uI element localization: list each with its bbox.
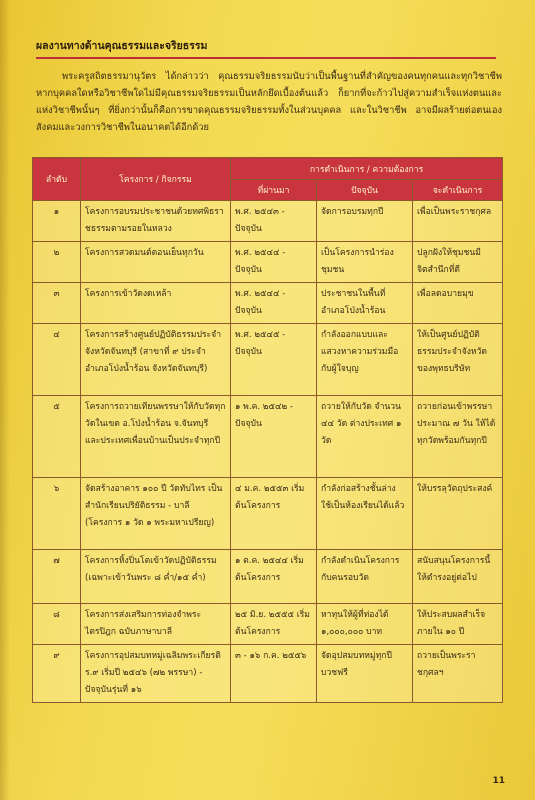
header-past: ที่ผ่านมา (231, 180, 317, 201)
table-row (33, 242, 503, 283)
section-heading: ผลงานทางด้านคุณธรรมและจริยธรรม (36, 37, 496, 59)
cell-present: กำลังก่อสร้างชั้นล่าง ใช้เป็นห้องเรียนได้แล้ว (317, 478, 413, 550)
cell-project: โครงการหิ้งปิ่นโตเข้าวัดปฏิบัติธรรม (เฉพาะเข้าวันพระ ๘ ค่ำ/๑๕ ค่ำ) (81, 550, 231, 604)
cell-project: โครงการอุปสมบทหมู่เฉลิมพระเกียรติ ร.๙ เริ่มปี ๒๕๔๖ (๗๒ พรรษา) - ปัจจุบันรุ่นที่ ๑๖ (81, 645, 231, 703)
header-future: จะดำเนินการ (413, 180, 503, 201)
cell-future: ให้เป็นศูนย์ปฏิบัติธรรมประจำจังหวัดของพุทธบริษัท (413, 324, 503, 396)
cell-future: ถวายก่อนเข้าพรรษาประมาณ ๗ วัน ให้ได้ทุกวัดพร้อมกันทุกปี (413, 396, 503, 478)
table-row (33, 324, 503, 396)
cell-past: ๑ พ.ค. ๒๕๔๒ - ปัจจุบัน (231, 396, 317, 478)
table-row (33, 283, 503, 324)
cell-seq: ๓ (33, 283, 81, 324)
table-row (33, 396, 503, 478)
cell-present: กำลังดำเนินโครงการกับคนรอบวัด (317, 550, 413, 604)
cell-present: ถวายให้กับวัด จำนวน ๔๔ วัด ต่างประเทศ ๑ วัด (317, 396, 413, 478)
cell-seq: ๘ (33, 604, 81, 645)
cell-present: หาทุนให้ผู้ที่ท่องได้ ๑,๐๐๐,๐๐๐ บาท (317, 604, 413, 645)
cell-project: โครงการสวดมนต์ตอนเย็นทุกวัน (81, 242, 231, 283)
cell-present: ประชาชนในพื้นที่อำเภอโป่งน้ำร้อน (317, 283, 413, 324)
cell-past: ๔ ม.ค. ๒๕๕๓ เริ่มต้นโครงการ (231, 478, 317, 550)
table-row (33, 604, 503, 645)
cell-future: ให้บรรลุวัตถุประสงค์ (413, 478, 503, 550)
cell-future: ถวายเป็นพระราชกุศลฯ (413, 645, 503, 703)
cell-seq: ๕ (33, 396, 81, 478)
cell-past: พ.ศ. ๒๕๔๔ - ปัจจุบัน (231, 283, 317, 324)
cell-present: จัดอุปสมบทหมู่ทุกปี บวชฟรี (317, 645, 413, 703)
cell-project: โครงการเข้าวัดงดเหล้า (81, 283, 231, 324)
cell-present: จัดการอบรมทุกปี (317, 201, 413, 242)
cell-project: โครงการถวายเทียนพรรษาให้กับวัดทุกวัดในเขต อ.โป่งน้ำร้อน จ.จันทบุรี และประเทศเพื่อนบ้านเป็นประจำทุกปี (81, 396, 231, 478)
cell-past: พ.ศ. ๒๕๔๔ - ปัจจุบัน (231, 242, 317, 283)
cell-past: ๑ ต.ค. ๒๕๔๔ เริ่มต้นโครงการ (231, 550, 317, 604)
cell-future: เพื่อลดอบายมุข (413, 283, 503, 324)
cell-past: ๓ - ๑๖ ก.ค. ๒๕๕๖ (231, 645, 317, 703)
cell-project: โครงการอบรมประชาชนด้วยทศพิธราชธรรมตามรอยในหลวง (81, 201, 231, 242)
cell-future: เพื่อเป็นพระราชกุศล (413, 201, 503, 242)
page-number: 11 (492, 776, 505, 786)
table-body (33, 201, 503, 703)
cell-seq: ๔ (33, 324, 81, 396)
cell-future: ปลูกฝังให้ชุมชนมีจิตสำนึกที่ดี (413, 242, 503, 283)
table-row (33, 478, 503, 550)
cell-seq: ๗ (33, 550, 81, 604)
cell-seq: ๑ (33, 201, 81, 242)
cell-past: พ.ศ. ๒๕๔๕ - ปัจจุบัน (231, 324, 317, 396)
table-row (33, 550, 503, 604)
intro-paragraph: พระครูสถิตธรรมานุวัตร ได้กล่าวว่า คุณธรรมจริยธรรมนับว่าเป็นพื้นฐานที่สำคัญของคนทุกคนและทุกวิชาชีพ หากบุคคลใดหรือวิชาชีพใดไม่มีคุณธรรมจริยธรรมเป็นหลักยึดเบื้องต้นแล้ว ก็ยากที่จะก้าวไปสู่ความสำเร็จแห่งตนและแห่งวิชาชีพนั้นๆ ที่ยิ่งกว่านั้นก็คือการขาดคุณธรรมจริยธรรมทั้งในส่วนบุคคล และในวิชาชีพ อาจมีผลร้ายต่อตนเอง สังคมและวงการวิชาชีพในอนาคตได้อีกด้วย (36, 71, 502, 133)
cell-present: เป็นโครงการนำร่องชุมชน (317, 242, 413, 283)
cell-past: พ.ศ. ๒๕๔๓ - ปัจจุบัน (231, 201, 317, 242)
table-row (33, 201, 503, 242)
cell-project: จัดสร้างอาคาร ๑๐๐ ปี วัดทับไทร เป็นสำนักเรียนปริยัติธรรม - บาลี (โครงการ ๑ วัด ๑ พระมหาเปรียญ) (81, 478, 231, 550)
cell-seq: ๙ (33, 645, 81, 703)
header-operation: การดำเนินการ / ความต้องการ (231, 158, 503, 180)
projects-table (32, 157, 503, 703)
cell-seq: ๒ (33, 242, 81, 283)
header-project: โครงการ / กิจกรรม (81, 158, 231, 201)
cell-future: สนับสนุนโครงการนี้ให้ดำรงอยู่ต่อไป (413, 550, 503, 604)
header-seq: ลำดับ (33, 158, 81, 201)
table-row (33, 645, 503, 703)
cell-project: โครงการสร้างศูนย์ปฏิบัติธรรมประจำจังหวัดจันทบุรี (สาขาที่ ๙ ประจำอำเภอโป่งน้ำร้อน จังหวัดจันทบุรี) (81, 324, 231, 396)
cell-future: ให้ประสบผลสำเร็จภายใน ๑๐ ปี (413, 604, 503, 645)
cell-past: ๒๕ มิ.ย. ๒๕๕๕ เริ่มต้นโครงการ (231, 604, 317, 645)
cell-project: โครงการส่งเสริมการท่องจำพระไตรปิฎก ฉบับภาษาบาลี (81, 604, 231, 645)
header-present: ปัจจุบัน (317, 180, 413, 201)
cell-seq: ๖ (33, 478, 81, 550)
cell-present: กำลังออกแบบและแสวงหาความร่วมมือกับผู้ใจบุญ (317, 324, 413, 396)
